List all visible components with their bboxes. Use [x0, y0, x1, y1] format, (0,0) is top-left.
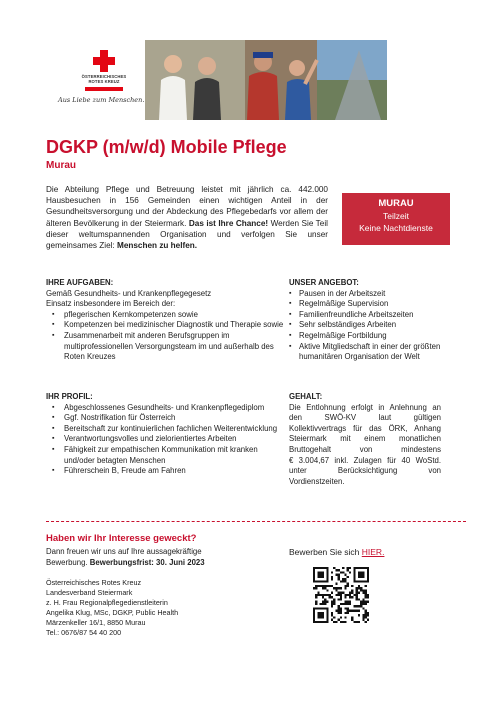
list-item: ▪ Fähigkeit zur empathischen Kommunikation mit kranken und/oder betagten Menschen [46, 445, 286, 466]
profile-heading: IHR PROFIL: [46, 392, 93, 401]
list-item: ▪ Verantwortungsvolles und zielorientiertes Arbeiten [46, 434, 286, 445]
offer-heading: UNSER ANGEBOT: [289, 278, 359, 287]
list-item: ▪ Bereitschaft zur kontinuierlichen fachlichen Weiterentwicklung [46, 424, 286, 435]
contact-line: z. H. Frau Regionalpflegedienstleiterin [46, 598, 168, 607]
red-cross-logo [74, 50, 134, 91]
application-deadline: Bewerbungsfrist: 30. Juni 2023 [89, 557, 205, 567]
apply-text [289, 547, 384, 557]
highlight-parttime: Teilzeit [383, 211, 409, 221]
tasks-intro-line-1: Gemäß Gesundheits- und Krankenpflegegesetz [46, 288, 212, 298]
job-title: DGKP (m/w/d) Mobile Pflege [46, 137, 287, 157]
list-item: ▪ pflegerischen Kernkompetenzen sowie [46, 310, 286, 321]
salary-line: € 3.004,67 inkl. Zulagen für 40 WoStd. [289, 455, 441, 465]
list-item: ▪ Sehr selbständiges Arbeiten [289, 320, 449, 331]
dashed-divider [46, 521, 466, 522]
logo-red-bar [85, 87, 123, 91]
salary-heading: GEHALT: [289, 392, 323, 401]
slogan: Aus Liebe zum Menschen. [58, 96, 145, 104]
header-photo-collage [145, 40, 387, 120]
salary-line: Kollektivvertrags für das ÖRK, Anhang [289, 423, 441, 433]
interest-text [46, 547, 286, 568]
salary-line: Steiermark mit einem monatlichen [289, 434, 441, 444]
contact-line: Märzenkeller 16/1, 8850 Murau [46, 618, 146, 627]
list-item: ▪ Führerschein B, Freude am Fahren [46, 466, 286, 477]
highlight-place: MURAU [378, 198, 414, 209]
contact-address [46, 578, 286, 638]
intro-chance: Das ist Ihre Chance! [188, 218, 269, 228]
job-highlight-box [342, 193, 450, 245]
list-item: ▪ Regelmäßige Fortbildung [289, 331, 449, 342]
contact-line: Österreichisches Rotes Kreuz [46, 578, 142, 587]
contact-line: Angelika Klug, MSc, DGKP, Public Health [46, 608, 179, 617]
interest-line-2: Bewerbung. [46, 557, 90, 567]
logo-org-name: ÖSTERREICHISCHES ROTES KREUZ [81, 74, 127, 84]
interest-heading: Haben wir Ihr Interesse geweckt? [46, 533, 197, 544]
apply-prefix: Bewerben Sie sich [289, 547, 362, 557]
list-item: ▪ Ggf. Nostrifikation für Österreich [46, 413, 286, 424]
job-location: Murau [46, 160, 76, 171]
list-item: ▪ Pausen in der Arbeitszeit [289, 289, 449, 300]
salary-line: den SWÖ-KV laut gültigen [289, 413, 441, 423]
intro-paragraph [46, 184, 328, 251]
profile-section [46, 392, 286, 477]
tasks-section [46, 278, 286, 363]
tasks-intro-line-2: Einsatz insbesondere im Bereich der: [46, 299, 176, 309]
highlight-no-nights: Keine Nachtdienste [359, 223, 433, 233]
list-item: ▪ Aktive Mitgliedschaft in einer der größten humanitären Organisation der Welt [289, 342, 449, 363]
intro-text: Die Abteilung Pflege und Betreuung leistet mit jährlich ca. 442.000 Hausbesuchen in 156 Gemeinden einen wichtigen Anteil in der Gesundheitsversorgung und der Abdeckung des Pflegebedarfs vor allem der älteren Bevölkerung in der Steiermark. [46, 185, 328, 228]
list-item: ▪ Familienfreundliche Arbeitszeiten [289, 310, 449, 321]
list-item: ▪ Regelmäßige Supervision [289, 299, 449, 310]
interest-line-1: Dann freuen wir uns auf Ihre aussagekräftige [46, 547, 202, 556]
salary-line: Vordienstzeiten. [289, 476, 345, 486]
salary-section [289, 392, 441, 487]
salary-line: unter Berücksichtigung von [289, 466, 441, 476]
qr-code[interactable] [313, 567, 369, 623]
intro-text-2: Werden Sie Teil dieser weltumspannenden Organisation und verfolgen Sie unser gemeinsames Ziel: [46, 218, 328, 251]
tasks-heading: IHRE AUFGABEN: [46, 278, 114, 287]
list-item: ▪ Abgeschlossenes Gesundheits- und Krankenpflegediplom [46, 403, 286, 414]
list-item: ▪ Zusammenarbeit mit anderen Berufsgruppen im multiprofessionellen Versorgungsteam im und außerhalb des Roten Kreuzes [46, 331, 286, 363]
contact-line: Landesverband Steiermark [46, 588, 133, 597]
red-cross-icon [93, 50, 115, 72]
contact-phone: Tel.: 0676/87 54 40 200 [46, 628, 122, 637]
list-item: ▪ Kompetenzen bei medizinischer Diagnostik und Therapie sowie [46, 320, 286, 331]
salary-line: Bruttogehalt von mindestens [289, 444, 441, 454]
apply-link[interactable]: HIER. [361, 547, 385, 557]
offer-section [289, 278, 449, 363]
salary-line: Die Entlohnung erfolgt in Anlehnung an [289, 402, 441, 412]
intro-goal: Menschen zu helfen. [117, 241, 198, 251]
